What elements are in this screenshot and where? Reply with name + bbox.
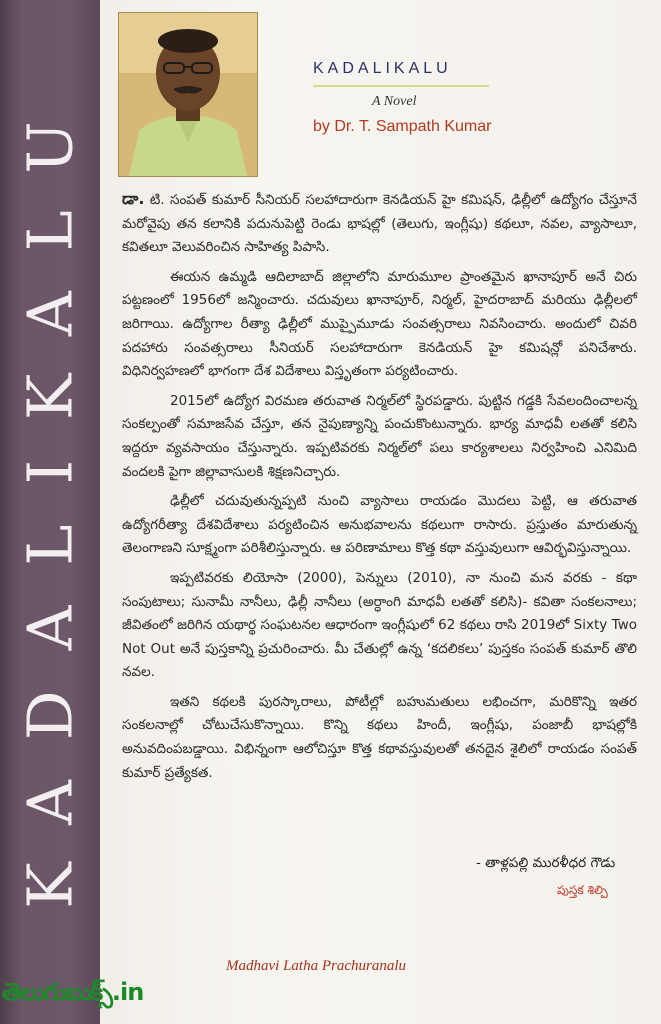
paragraph-6: ఇతని కథలకి పురస్కారాలు, పోటీల్లో బహుమతులు లభించగా, మరికొన్ని ఇతర సంకలనాల్లో చోటుచేసుకొన్నాయి. కొన్ని కథలు హిందీ, ఇంగ్లీషు, పంజాబీ భాషల్లోకి అనువదింపబడ్డాయి. విభిన్నంగా ఆలోచిస్తూ కొత్త కథావస్తువులతో తనదైన శైలిలో రాయడం సంపత్ కుమార్ ప్రత్యేకత.	[122, 693, 637, 781]
site-watermark	[2, 978, 143, 1012]
book-subtitle: A Novel	[372, 94, 417, 109]
paragraph-4: ఢిల్లీలో చదువుతున్నప్పటి నుంచి వ్యాసాలు రాయడం మొదలు పెట్టి, ఆ తరువాత ఉద్యోగరీత్యా దేశవిదేశాలు పర్యటించిన అనుభవాలను కథలుగా రాసారు. ప్రస్తుతం మారుతున్న తెలంగాణని సూక్ష్మంగా పరిశీలిస్తున్నారు. ఆ పరిణామాలు కొత్త కథా వస్తువులుగా ఆవిర్భవిస్తున్నాయి.	[122, 493, 637, 557]
watermark-suffix: .in	[111, 978, 144, 1006]
title-underline	[313, 85, 489, 87]
spine-title: KADALIKALU	[13, 81, 87, 909]
signature-name: - తాళ్లపల్లి మురళీధర గౌడు	[476, 855, 616, 871]
publisher-name: Madhavi Latha Prachuranalu	[226, 958, 406, 974]
biography-text	[122, 187, 637, 791]
paragraph-3: 2015లో ఉద్యోగ విరమణ తరువాత నిర్మల్‌లో స్థిరపడ్డారు. పుట్టిన గడ్డకి సేవలందించాలన్న సంకల్పంతో సమాజసేవ చేస్తూ, తన నైపుణ్యాన్ని పంచుకొంటున్నారు. భార్య మాధవీ లతతో కలిసి ఇద్దరూ వ్యవసాయం చేస్తున్నారు. ఇప్పటివరకు నిర్మల్‌లో పలు కార్యశాలలు నిర్వహించి ఎనిమిది వందలకి పైగా జిల్లావాసులకి శిక్షణనిచ్చారు.	[122, 392, 637, 480]
paragraph-5: ఇప్పటివరకు లియోసా (2000), పెన్నులు (2010), నా నుంచి మన వరకు - కథా సంపుటాలు; సునామీ నానీలు, ఢిల్లీ నానీలు (అర్ధాంగి మాధవీ లతతో కలిసి)- కవితా సంకలనాలు; జీవితంలో జరిగిన యథార్థ సంఘటనల ఆధారంగా ఇంగ్లీషులో 62 కథలు రాసి 2019లో Sixty Two Not Out అనే పుస్తకాన్ని ప్రచురించారు. మీ చేతుల్లో ఉన్న ‘కదలికలు’ పుస్తకం సంపత్ కుమార్ తొలి నవల.	[122, 569, 637, 681]
paragraph-1-text: టి. సంపత్ కుమార్ సీనియర్ సలహాదారుగా కెనడియన్ హై కమిషన్, ఢిల్లీలో ఉద్యోగం చేస్తూనే మరోవైపు తన కలానికి పదునుపెట్టి రెండు భాషల్లో (తెలుగు, ఇంగ్లీషు) కథలూ, నవల, వ్యాసాలూ, కవితలూ వెలువరించిన సాహిత్య పిపాసి.	[122, 192, 637, 256]
dr-prefix: డా.	[122, 189, 145, 208]
book-title: KADALIKALU	[313, 60, 452, 77]
watermark-brand: తెలుగుబుక్స్	[2, 978, 112, 1006]
paragraph-1	[122, 187, 637, 260]
signature-role: పుస్తక శిల్పి	[557, 883, 608, 897]
book-author: by Dr. T. Sampath Kumar	[313, 118, 492, 135]
paragraph-2: ఈయన ఉమ్మడి ఆదిలాబాద్ జిల్లాలోని మారుమూల ప్రాంతమైన ఖానాపూర్ అనే చిరు పట్టణంలో 1956లో జన్మించారు. చదువులు ఖానాపూర్, నిర్మల్, హైదరాబాద్ మరియు ఢిల్లీలలో జరిగాయి. ఉద్యోగాల రీత్యా ఢిల్లీలో ముప్పైమూడు సంవత్సరాలు నివసించారు. అందులో చివరి పదహారు సంవత్సరాలు సీనియర్ సలహాదారుగా కెనడియన్ హై కమిషన్లో పనిచేశారు. విధినిర్వహణలో భాగంగా దేశ విదేశాలు విస్తృతంగా పర్యటించారు.	[122, 268, 637, 380]
spine-band	[0, 0, 100, 1024]
author-photo	[118, 12, 258, 177]
author-portrait-icon	[119, 13, 257, 176]
